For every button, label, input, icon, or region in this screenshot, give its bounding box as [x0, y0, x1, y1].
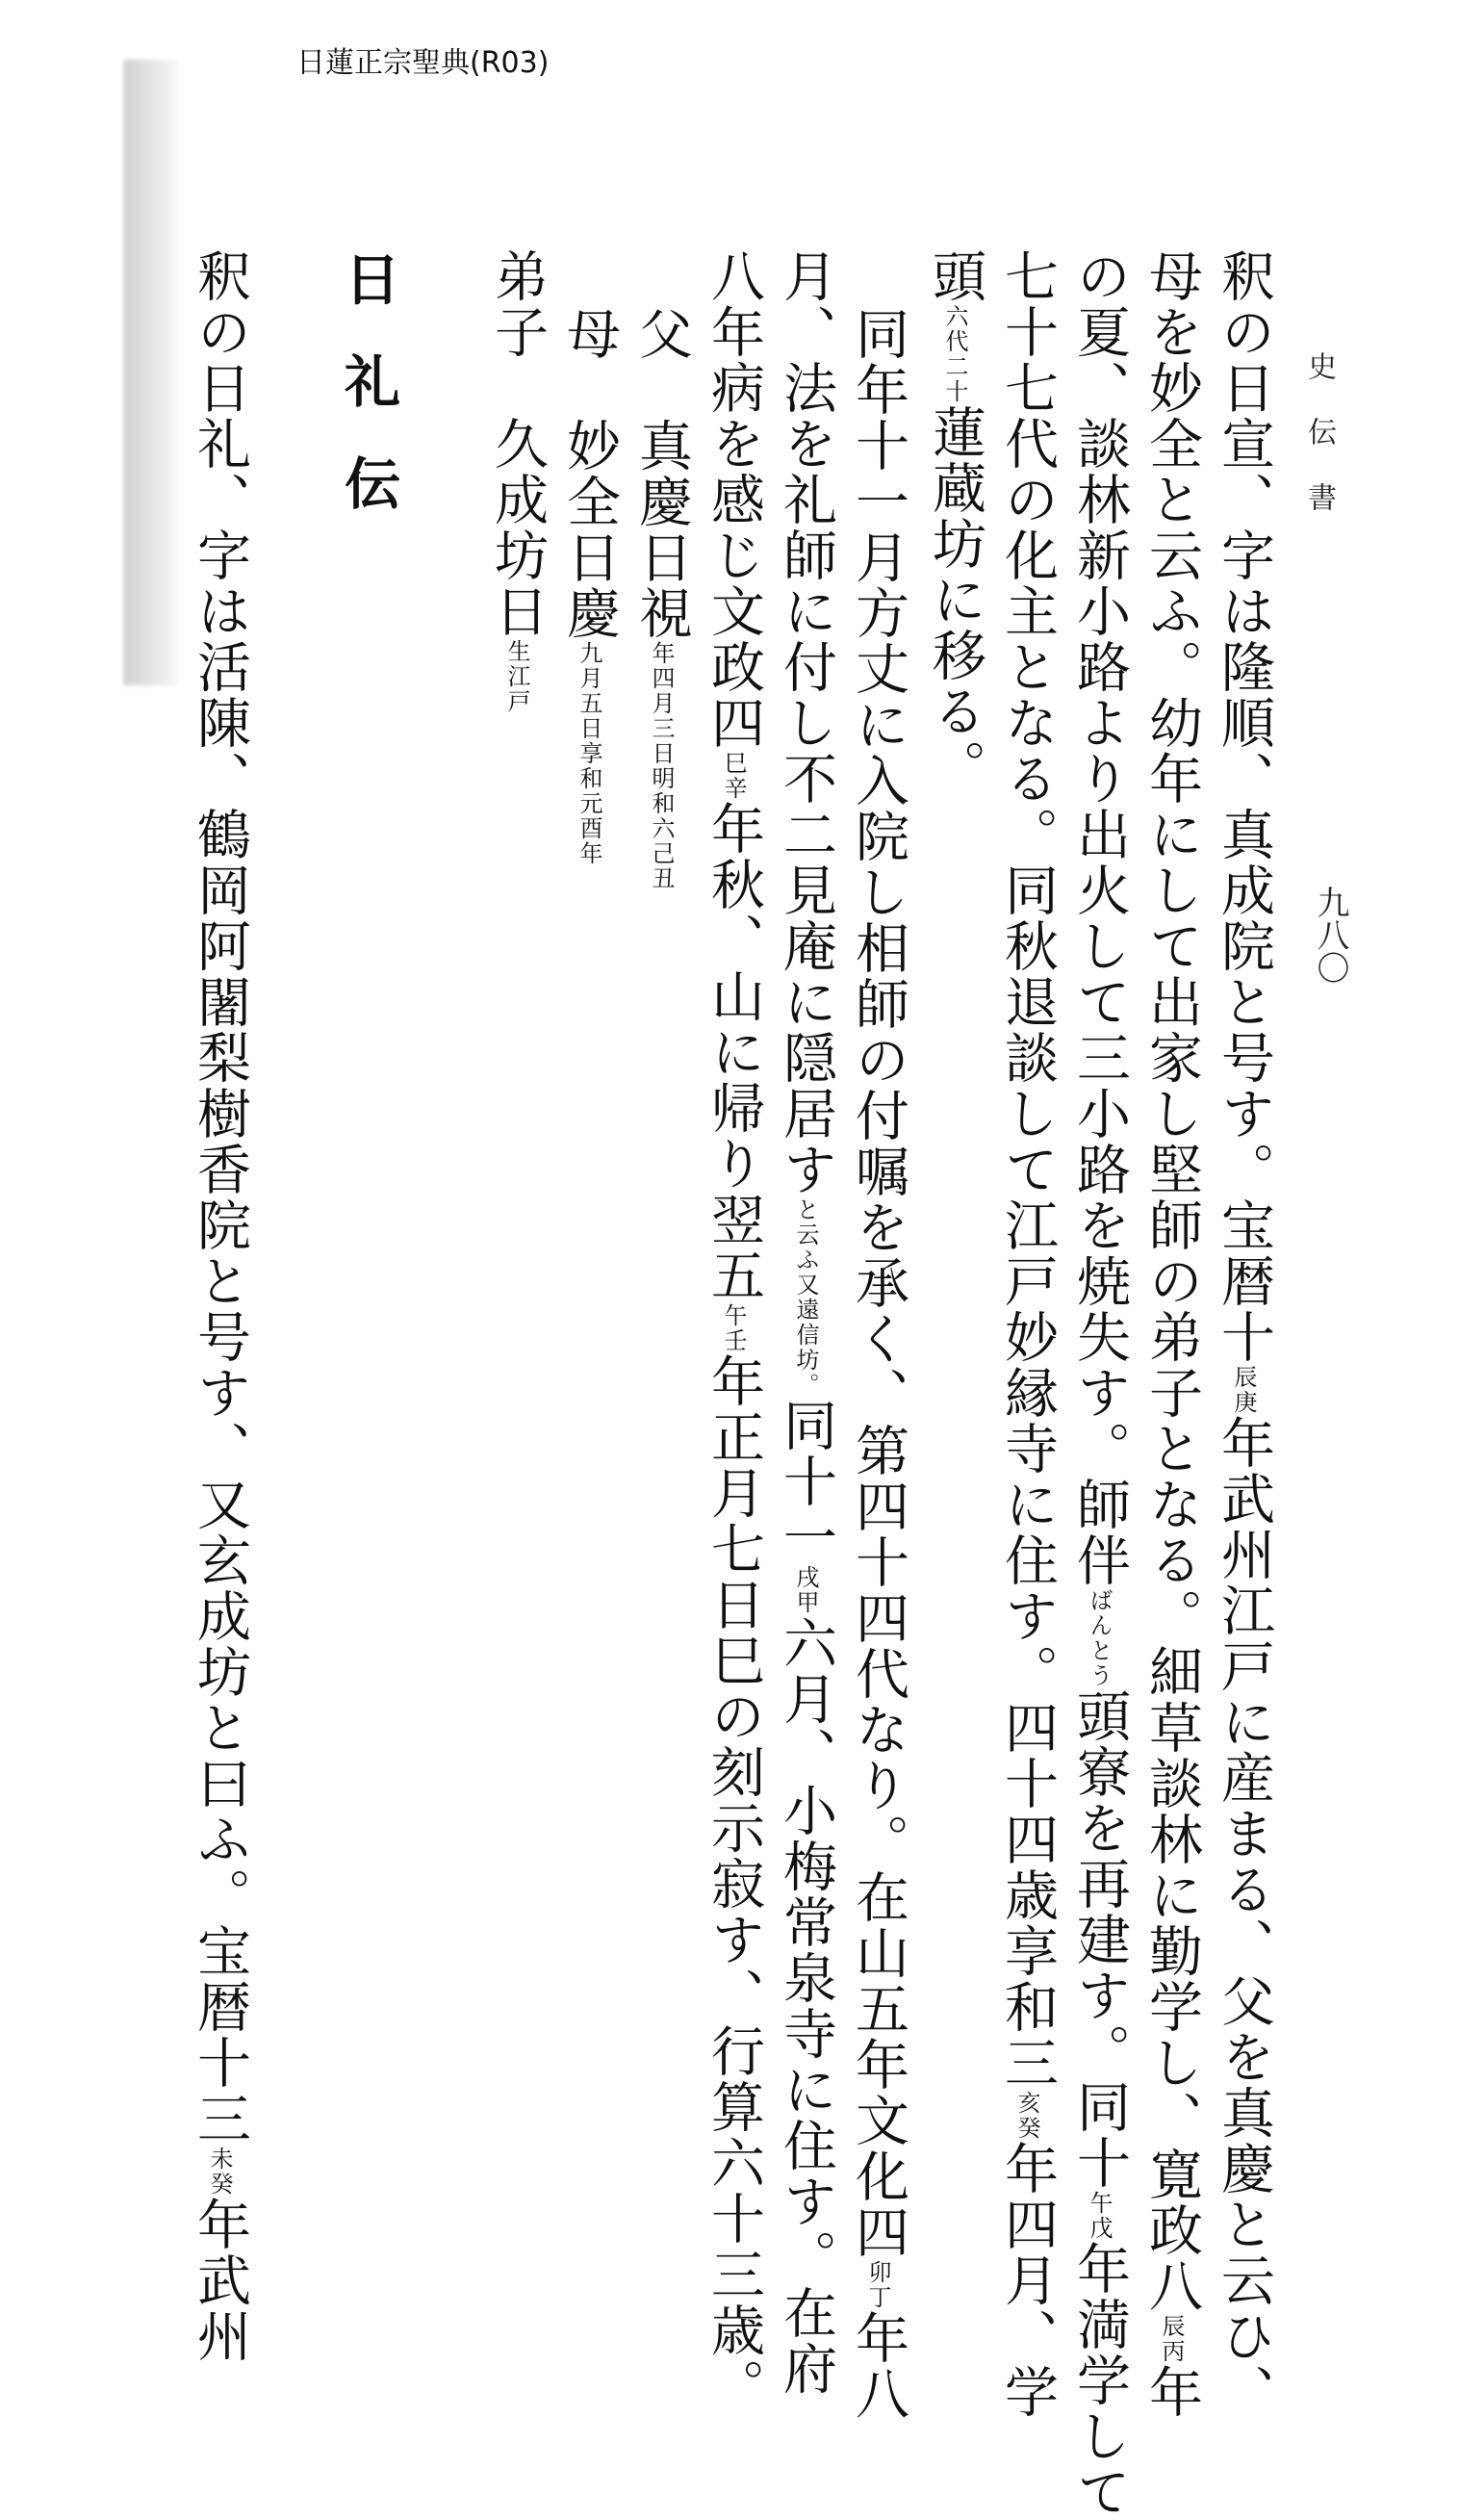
body-column-4 — [996, 248, 1058, 2420]
body-column-1 — [1213, 248, 1274, 2420]
page-number: 九八〇 — [1311, 886, 1349, 984]
note-line: 未 — [206, 2147, 233, 2172]
note-line: と云ふ — [792, 1197, 819, 1273]
body-text: 年秋、山に帰り翌五 — [703, 801, 765, 1303]
body-column-6 — [847, 306, 909, 2422]
note-line: 丙 — [1158, 2339, 1185, 2364]
note-line: 癸 — [1013, 2116, 1040, 2141]
body-text: 七十七代の化主となる。同秋退談して江戸妙縁寺に住す。四十四歳享和三 — [996, 248, 1059, 2091]
inline-note — [1014, 2091, 1039, 2141]
body-text: の夏、談林新小路より出火して三小路を焼失す。師伴 — [1068, 248, 1131, 1588]
note-line: 午 — [720, 1303, 747, 1328]
body-text: 釈の日宣、字は隆順、真成院と号す。宝暦十 — [1213, 248, 1275, 1365]
disciple-label: 弟子 — [486, 248, 549, 360]
document-label: 日蓮正宗聖典(R03) — [296, 46, 550, 80]
note-line: 享和元酉年 — [576, 741, 602, 866]
nichirei-column-1 — [189, 248, 250, 2364]
note-line: 午 — [1086, 2191, 1113, 2216]
body-column-7 — [775, 248, 836, 2397]
mother-name: 妙全日慶 — [558, 418, 621, 641]
mother-label: 母 — [558, 306, 621, 362]
father-note — [649, 641, 674, 891]
body-text: 同年十一月方丈に入院し相師の付嘱を承く、第四十四代なり。在山五年文化四 — [847, 306, 909, 2260]
note-line: 又遠信坊。 — [792, 1273, 819, 1398]
body-text: 釈の日礼、字は活陳、鶴岡阿闍梨樹香院と号す、又玄成坊と曰ふ。宝暦十三 — [189, 248, 251, 2147]
inline-note — [1087, 2191, 1112, 2241]
body-column-8 — [703, 248, 764, 2414]
note-line: 九月五日 — [576, 641, 602, 741]
note-line: 甲 — [792, 1590, 819, 1615]
ruby-text: ばんとう — [1086, 1588, 1113, 1688]
note-line: 辰 — [1158, 2314, 1185, 2339]
note-line: 庚 — [1230, 1390, 1257, 1415]
note-line: 亥 — [1013, 2091, 1040, 2116]
body-text: 八年病を感じ文政四 — [703, 248, 765, 751]
note-line: 戊 — [1086, 2216, 1113, 2241]
mother-line — [558, 306, 620, 866]
body-text: 蓮蔵坊に移る。 — [924, 404, 986, 795]
note-line: 丁 — [864, 2285, 891, 2310]
body-text: 年正月七日巳の刻示寂す、行算六十三歳。 — [703, 1353, 765, 2414]
body-text: 頭 — [924, 248, 986, 304]
ruby-note — [1087, 1588, 1112, 1688]
note-line: 壬 — [720, 1328, 747, 1353]
body-text: 年武州 — [189, 2197, 251, 2364]
inline-note — [721, 751, 746, 801]
note-line: 戌 — [792, 1565, 819, 1590]
note-line: 癸 — [206, 2172, 233, 2197]
body-column-5 — [924, 248, 985, 795]
father-label: 父 — [630, 306, 693, 362]
scan-margin-shadow — [123, 60, 179, 685]
inline-note — [1231, 1365, 1256, 1415]
note-line: 六代 — [941, 304, 968, 354]
body-text: 頭寮を再建す。同十 — [1068, 1688, 1131, 2191]
body-text: 年 — [1140, 2364, 1203, 2420]
note-line: 江戸 — [503, 664, 530, 714]
note-line: 巳 — [720, 751, 747, 776]
note-line: 生 — [503, 639, 530, 664]
note-line: 二十 — [941, 354, 968, 404]
disciple-line — [486, 248, 548, 714]
inline-note — [207, 2147, 232, 2197]
disciple-name: 久成坊日 — [486, 416, 549, 639]
body-text: 六月、小梅常泉寺に住す。在府 — [775, 1615, 837, 2397]
body-text: 年八 — [847, 2310, 909, 2422]
father-line — [630, 306, 692, 891]
note-line: 卯 — [864, 2260, 891, 2285]
body-text: 月、法を礼師に付し不二見庵に隠居す — [775, 248, 837, 1197]
body-column-3 — [1068, 248, 1130, 2520]
inline-note — [942, 304, 967, 404]
body-text: 年四月、学 — [996, 2141, 1059, 2420]
mother-note — [576, 641, 602, 866]
inline-note — [1159, 2314, 1184, 2364]
body-text: 同十一 — [775, 1398, 837, 1565]
inline-note — [865, 2260, 890, 2310]
disciple-note — [504, 639, 529, 714]
inline-note — [793, 1565, 818, 1615]
inline-note — [793, 1197, 818, 1398]
note-line: 辛 — [720, 776, 747, 801]
father-name: 真慶日視 — [630, 418, 693, 641]
body-text: 年武州江戸に産まる、父を真慶と云ひ、 — [1213, 1415, 1275, 2420]
body-column-2 — [1140, 248, 1202, 2420]
note-line: 明和六己丑 — [648, 766, 675, 891]
body-text: 年満学して — [1068, 2241, 1131, 2520]
note-line: 年四月三日 — [648, 641, 675, 766]
section-heading: 日礼伝 — [335, 250, 400, 556]
body-text: 母を妙全と云ふ。幼年にして出家し堅師の弟子となる。細草談林に勤学し、寛政八 — [1140, 248, 1203, 2314]
note-line: 辰 — [1230, 1365, 1257, 1390]
inline-note — [721, 1303, 746, 1353]
section-title: 史伝書 — [1302, 351, 1336, 548]
